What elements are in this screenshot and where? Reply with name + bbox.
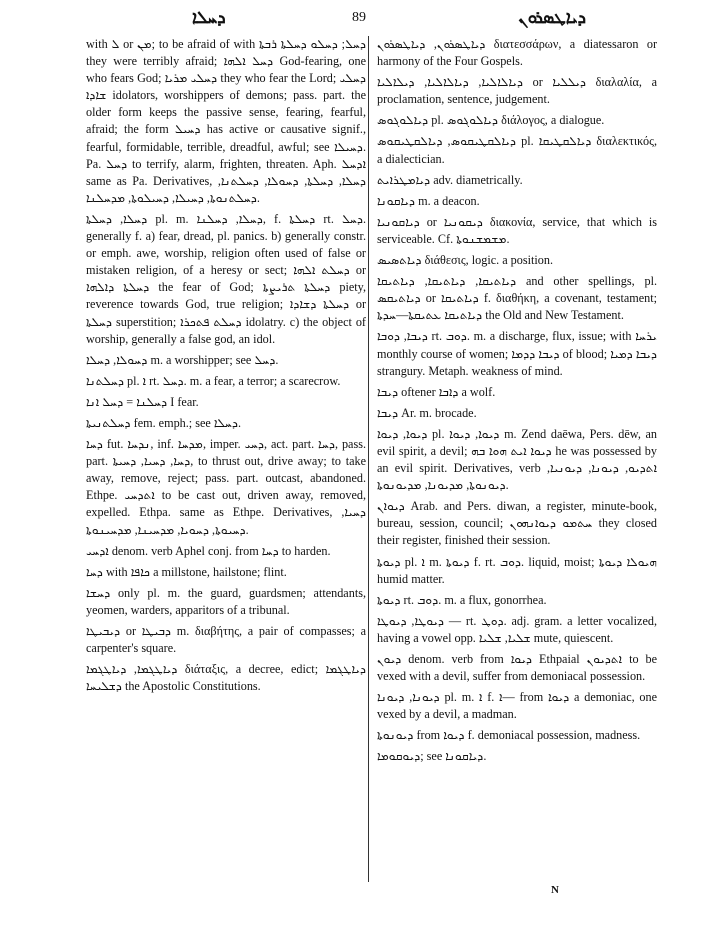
- dictionary-entry: ܕܝܘܢܘܬܐ from ܕܝܘܐ f. demoniacal possession, madness.: [377, 728, 641, 743]
- dictionary-entry: with ܠ or ܡܢ; to be afraid of with ܕܚܠ; ܕܚܠܘ ܕܚܠܬܐ ܪܒܬܐ they were terribly afraid; ܕܚܠ ܐܠܗܐ God-fearing, one who fears God; ܕܚܠܝ ܡܪܝܐ they who fear the Lord; ܕܚܠܝ ܫܐܕܐ idolators, worshippers of demons; pass. part. the older form keeps the passive sense, fearing, fearful, afraid; the form ܕܚܝܠ has active or causative signif., fearful, formidable, terrible, dreadful, awful; see ܕܚܝܠܐ. Pa. ܕܚܠ to terrify, alarm, frighten, threaten. Aph. ܐܕܚܠ same as Pa. Derivatives, ܕܚܠܐ, ܕܚܠܬܐ, ܕܚܘܠܐ, ܕܚܠܬܢܐ, ܕܚܠܬܢܘܬܐ, ܕܚܝܠܐ, ܕܚܝܠܘܬܐ, ܡܕܚܠܢܐ.: [86, 37, 367, 205]
- dictionary-entry: ܕܝܘܩܘܡܐ; see ܕܝܐܩܘܢܐ.: [377, 749, 487, 764]
- dictionary-entry: ܕܝܐܬܣܝܣ διάθεσις, logic. a position.: [377, 253, 553, 268]
- dictionary-entry: ܕܝܐܠܐܠܝܐ, ܕܝܐܠܐܠܝܐ, ܕܝܠܐܠܝܐ or ܕܝܠܠܝܐ διαλαλία, a proclamation, sentence, judgement.: [377, 75, 658, 107]
- header-left-word: ܕܚܠܐ: [192, 8, 226, 28]
- dictionary-entry: ܕܝܘܢܐ, ܕܝܘܢܐ pl. m. ܐ f. ܐ— from ܕܝܘܐ a demoniac, one vexed by a devil, a madman.: [377, 690, 658, 722]
- signature-mark: N: [551, 884, 559, 896]
- dictionary-entry: ܕܚܫܐ only pl. m. the guard, guardsmen; attendants, yeomen, warders, apparitors of a tribunal.: [86, 585, 366, 617]
- page-header: [86, 8, 646, 32]
- dictionary-entry: ܕܝܘܢ denom. verb from ܕܝܘܐ Ethpaial ܐܬܕܝܘܢ to be vexed with a devil, suffer from demoniacal possession.: [377, 652, 657, 684]
- dictionary-entry: ܕܚܘܠܐ, ܕܚܠܐ m. a worshipper; see ܕܚܠ.: [86, 352, 279, 367]
- dictionary-entry: ܕܝܘܬܐ pl. ܐ m. ܕܝܘܬܐ f. rt. ܕܘܒ. liquid, moist; ܗܝܘܠܐ ܕܝܘܬܐ humid matter.: [377, 554, 658, 586]
- dictionary-entry: ܐܕܚܝ denom. verb Aphel conj. from ܕܚܐ to harden.: [86, 543, 331, 558]
- right-column: [377, 36, 657, 770]
- dictionary-entry: ܕܝܐܛܣܪܘܢ, ܕܝܐܛܣܪܘܢ διατεσσάρων, a diatessaron or harmony of the Four Gospels.: [377, 37, 657, 69]
- dictionary-entry: ܕܝܒܝܛܐ or ܕܒܝܛܐ m. διαβήτης, a pair of compasses; a carpenter's square.: [86, 624, 366, 656]
- column-divider: [368, 36, 369, 882]
- dictionary-entry: ܕܚܠܐ, ܕܚܠܬܐ pl. m. ܕܚܠܐ, ܕܚܠܢܐ, f. ܕܚܠܬܐ rt. ܕܚܠ. generally f. a) fear, dread, pl. panics. b) generally constr. or emph. awe, worship, religion often used of false or mistaken religion, of a heresy or sect; ܕܚܠܬ ܐܠܗܐ or ܕܚܠܬܐ ܕܐܠܗܐ the fear of God; ܕܚܠܬܐ ܬܪܝܨܬܐ piety, reverence towards God, true religion; ܕܚܠܬܐ ܕܫܐܕܐ or ܕܚܠܬܐ superstition; ܕܚܠܬ ܦܬܟܪܐ idolatry. c) the object of worship, generally a false god, an idol.: [86, 211, 367, 346]
- dictionary-entry: ܕܝܐܩܘܢܝܐ or ܕܝܩܘܢܝܐ διακονία, service, that which is serviceable. Cf. ܡܫܡܫܢܘܬܐ.: [377, 214, 658, 246]
- dictionary-entry: ܕܝܘܐ, ܕܝܘܐ pl. ܕܝܘܐ, ܕܝܘܐ m. Zend daēwa, Pers. dēw, an evil spirit, a devil; ܕܝܘܐ ܐܝܬ ܗܘܐ ܒܗ he was possessed by an evil spirit. Derivatives, verb ܐܬܕܝܘ, ܕܝܘܢܐ, ܕܝܘܢܝܐ, ܕܝܘܢܘܬܐ, ܡܕܝܘܢܐ, ܡܕܝܘܢܘܬܐ.: [377, 426, 657, 493]
- dictionary-entry: ܕܚܐ with ܟܐܦܐ a millstone, hailstone; flint.: [86, 564, 287, 579]
- dictionary-entry: ܕܚܠܬܢܝܬܐ fem. emph.; see ܕܚܠܐ.: [86, 415, 242, 430]
- header-right-word: ܕܝܐܛܣܪܘܢ: [518, 8, 586, 28]
- dictionary-entry: ܕܝܘܐܢ Arab. and Pers. diwan, a register, minute-book, bureau, session, council; ܚܬܡܘ ܕܝܘܐܢܗܘܢ they closed their register, finished their session.: [377, 499, 657, 548]
- dictionary-entry: ܕܝܐܛܓܡܐ, ܕܝܐܛܓܡܐ διάταξις, a decree, edict; ܕܝܐܛܓܡܐ ܕܫܠܝܚܐ the Apostolic Constitutions.: [86, 662, 366, 694]
- dictionary-entry: ܕܝܒܐ, ܕܘܒܐ rt. ܕܘܒ. m. a discharge, flux, issue; with ܝܪܚܐ monthly course of women; ܕܝܒܐ ܕܕܡܐ of blood; ܕܝܒܐ ܕܡܝܐ strangury. Metaph. weakness of mind.: [377, 329, 657, 378]
- dictionary-entry: ܕܚܠܢܐ = ܕܚܠ ܐܢܐ I fear.: [86, 394, 199, 409]
- dictionary-entry: ܕܚܠܬܢܐ pl. ܐ rt. ܕܚܠ. m. a fear, a terror; a scarecrow.: [86, 373, 341, 388]
- dictionary-entry: ܕܝܘܛܐ, ܕܝܘܛܐ — rt. ܕܘܛ. adj. gram. a letter vocalized, having a vowel opp. ܫܠܝܐ, ܫܠܝܐ mute, quiescent.: [377, 613, 657, 645]
- dictionary-entry: ܕܝܐܩܘܢܐ m. a deacon.: [377, 193, 480, 208]
- dictionary-entry: ܕܚܐ fut. ܢܕܚܐ, inf. ܡܕܚܐ, imper. ܕܚܝ, act. part. ܕܚܐ, pass. part. ܕܚܐ, ܕܚܝܐ, ܕܚܝܬܐ, to thrust out, drive away; to take away, remove, reject; pass. part. outcast, abandoned. Ethpe. ܐܬܕܚܝ to be cast out, driven away, removed, expelled. Ethpa. same as Ethpe. Derivatives, ܕܚܝܐ, ܕܚܝܘܬܐ, ܕܚܘܝܐ, ܡܕܚܝܢܐ, ܡܕܚܝܢܘܬܐ.: [86, 437, 366, 537]
- page-number: 89: [352, 10, 366, 25]
- dictionary-entry: ܕܝܐܠܩܛܝܩܘܣ, ܕܝܐܠܩܛܝܩܘܣ pl. ܕܝܐܠܩܛܝܩܐ διαλεκτικός, a dialectician.: [377, 134, 658, 166]
- dictionary-entry: ܕܝܐܬܝܩܐ, ܕܝܐܬܝܩܐ, ܕܝܐܬܝܩܐ and other spellings, pl. ܕܝܐܬܝܩܣ or ܕܝܐܬܝܩܐ f. διαθήκη, a covenant, testament; ܕܝܐܬܝܩܐ ܥܬܝܩܬܐ—ܚܕܬܐ the Old and New Testament.: [377, 274, 657, 323]
- left-column: [86, 36, 366, 699]
- dictionary-entry: ܕܝܒܐ oftener ܕܐܒܐ a wolf.: [377, 384, 496, 399]
- dictionary-entry: ܕܝܘܬܐ rt. ܕܘܒ. m. a flux, gonorrhea.: [377, 592, 547, 607]
- dictionary-entry: ܕܝܒܐ Ar. m. brocade.: [377, 405, 477, 420]
- dictionary-entry: ܕܝܐܠܘܓܘܣ pl. ܕܝܐܠܘܓܘܣ διάλογος, a dialogue.: [377, 113, 605, 128]
- dictionary-entry: ܕܝܐܡܛܪܐܝܬ adv. diametrically.: [377, 172, 523, 187]
